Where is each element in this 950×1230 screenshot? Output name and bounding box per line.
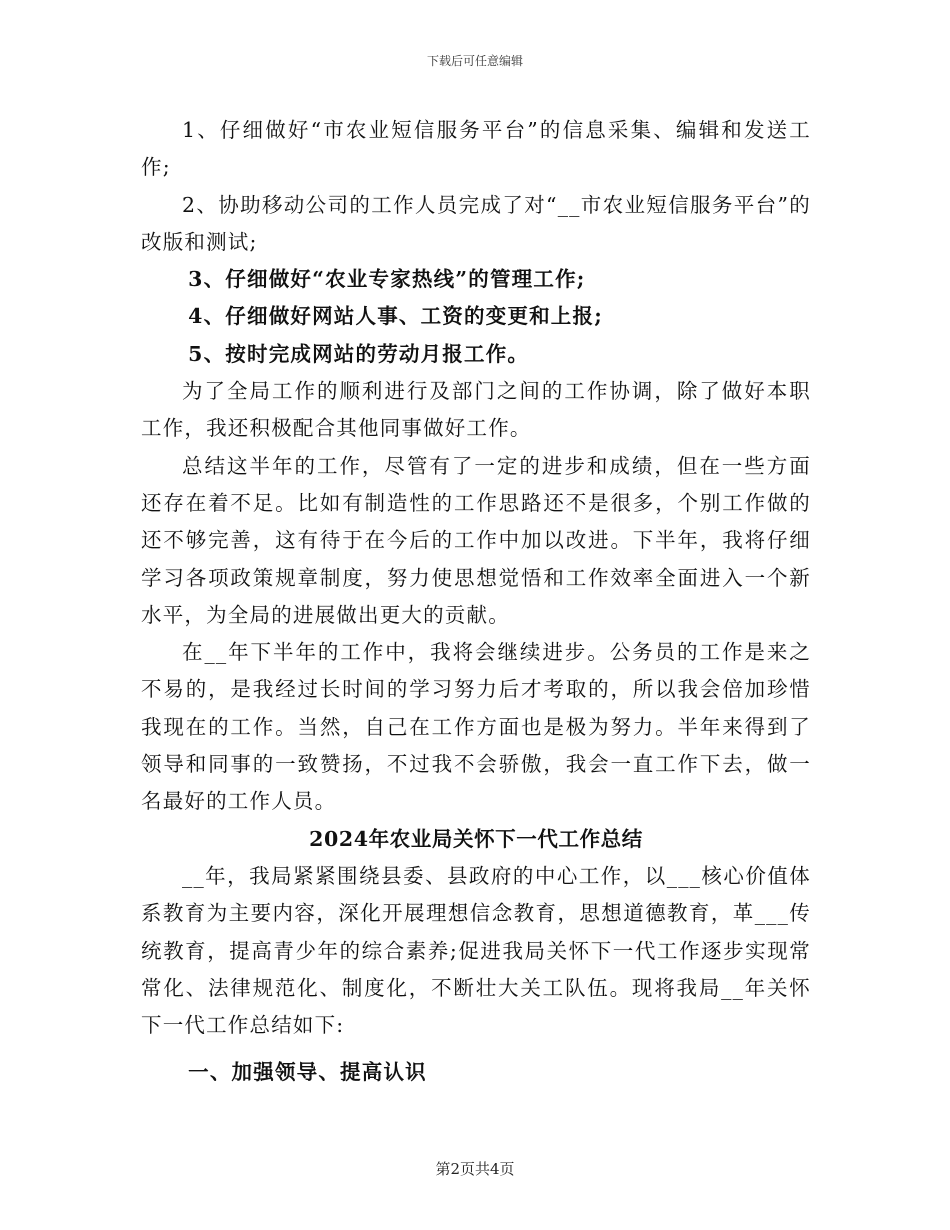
paragraph-summary: 总结这半年的工作，尽管有了一定的进步和成绩，但在一些方面还存在着不足。比如有制造性的工作思路还不是很多，个别工作做的还不够完善，这有待于在今后的工作中加以改进。下半年，我将仔细学习各项政策规章制度，努力使思想觉悟和工作效率全面进入一个新水平，为全局的进展做出更大的贡献。 — [141, 453, 811, 627]
paragraph-item-4: 4、仔细做好网站人事、工资的变更和上报; — [188, 304, 603, 329]
paragraph-item-5: 5、按时完成网站的劳动月报工作。 — [188, 341, 530, 366]
paragraph-cooperation: 为了全局工作的顺利进行及部门之间的工作协调，除了做好本职工作，我还积极配合其他同事做好工作。 — [141, 379, 811, 441]
header-note: 下载后可任意编辑 — [426, 54, 523, 68]
section-heading: 一、加强领导、提高认识 — [188, 1060, 427, 1085]
page-number: 第2页共4页 — [435, 1160, 515, 1178]
document-body — [141, 112, 811, 1092]
paragraph-item-1: 1、仔细做好“市农业短信服务平台”的信息采集、编辑和发送工作; — [141, 118, 811, 180]
paragraph-outlook: 在__年下半年的工作中，我将会继续进步。公务员的工作是来之不易的，是我经过长时间的学习努力后才考取的，所以我会倍加珍惜我现在的工作。当然，自己在工作方面也是极为努力。半年来得到了领导和同事的一致赞扬，不过我不会骄傲，我会一直工作下去，做一名最好的工作人员。 — [141, 640, 811, 814]
paragraph-intro: __年，我局紧紧围绕县委、县政府的中心工作，以___核心价值体系教育为主要内容，深化开展理想信念教育，思想道德教育，革___传统教育，提高青少年的综合素养;促进我局关怀下一代工作逐步实现常常化、法律规范化、制度化，不断壮大关工队伍。现将我局__年关怀下一代工作总结如下: — [141, 863, 811, 1038]
paragraph-item-2: 2、协助移动公司的工作人员完成了对“__市农业短信服务平台”的改版和测试; — [141, 192, 811, 254]
paragraph-item-3: 3、仔细做好“农业专家热线”的管理工作; — [188, 267, 586, 292]
document-title: 2024年农业局关怀下一代工作总结 — [309, 826, 643, 851]
